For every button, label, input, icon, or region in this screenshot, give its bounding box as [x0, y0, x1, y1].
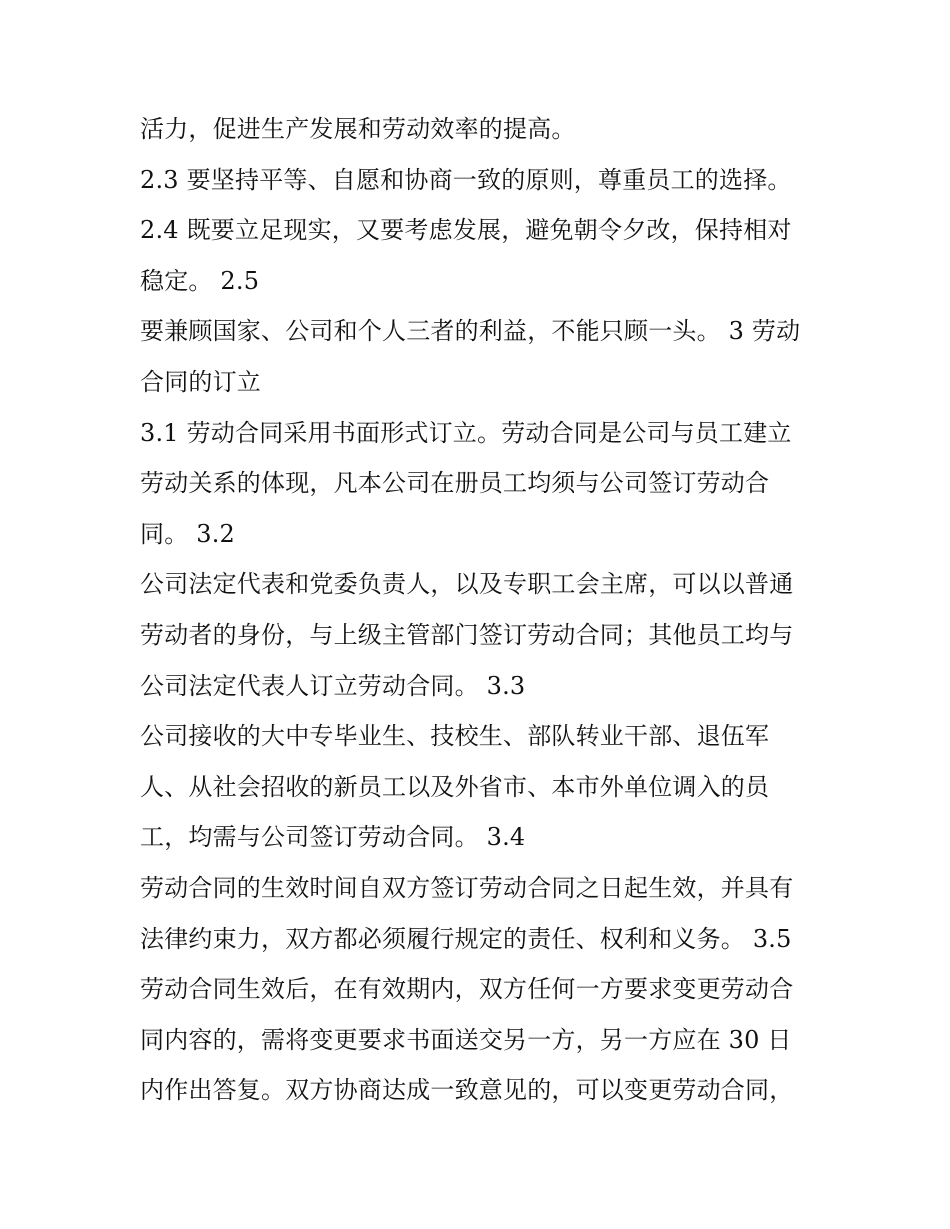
text-line: 合同的订立 [140, 367, 261, 396]
document-body [140, 104, 840, 1116]
text-line: 工，均需与公司签订劳动合同。 3.4 [140, 823, 526, 852]
text-line: 要兼顾国家、公司和个人三者的利益，不能只顾一头。 3 劳动 [140, 317, 801, 346]
text-line: 稳定。 2.5 [140, 266, 260, 295]
text-line: 公司接收的大中专毕业生、技校生、部队转业干部、退伍军 [140, 722, 770, 751]
text-line: 劳动关系的体现，凡本公司在册员工均须与公司签订劳动合 [140, 469, 770, 498]
text-line: 同。 3.2 [140, 519, 235, 548]
text-line: 公司法定代表和党委负责人，以及专职工会主席，可以以普通 [140, 570, 794, 599]
text-line: 同内容的，需将变更要求书面送交另一方，另一方应在 30 日 [140, 1025, 792, 1054]
text-line: 活力，促进生产发展和劳动效率的提高。 [140, 115, 576, 143]
text-line: 人、从社会招收的新员工以及外省市、本市外单位调入的员 [140, 772, 770, 801]
text-line: 2.4 既要立足现实，又要考虑发展，避免朝令夕改，保持相对 [140, 216, 792, 245]
text-line: 法律约束力，双方都必须履行规定的责任、权利和义务。 3.5 [140, 924, 792, 953]
text-line: 劳动合同生效后，在有效期内，双方任何一方要求变更劳动合 [140, 975, 794, 1004]
text-line: 内作出答复。双方协商达成一致意见的，可以变更劳动合同， [140, 1076, 794, 1105]
text-line: 公司法定代表人订立劳动合同。 3.3 [140, 671, 526, 700]
text-line: 劳动合同的生效时间自双方签订劳动合同之日起生效，并具有 [140, 873, 794, 902]
text-line: 劳动者的身份，与上级主管部门签订劳动合同；其他员工均与 [140, 620, 794, 649]
text-line: 3.1 劳动合同采用书面形式订立。劳动合同是公司与员工建立 [140, 418, 792, 447]
text-line: 2.3 要坚持平等、自愿和协商一致的原则，尊重员工的选择。 [140, 165, 792, 194]
